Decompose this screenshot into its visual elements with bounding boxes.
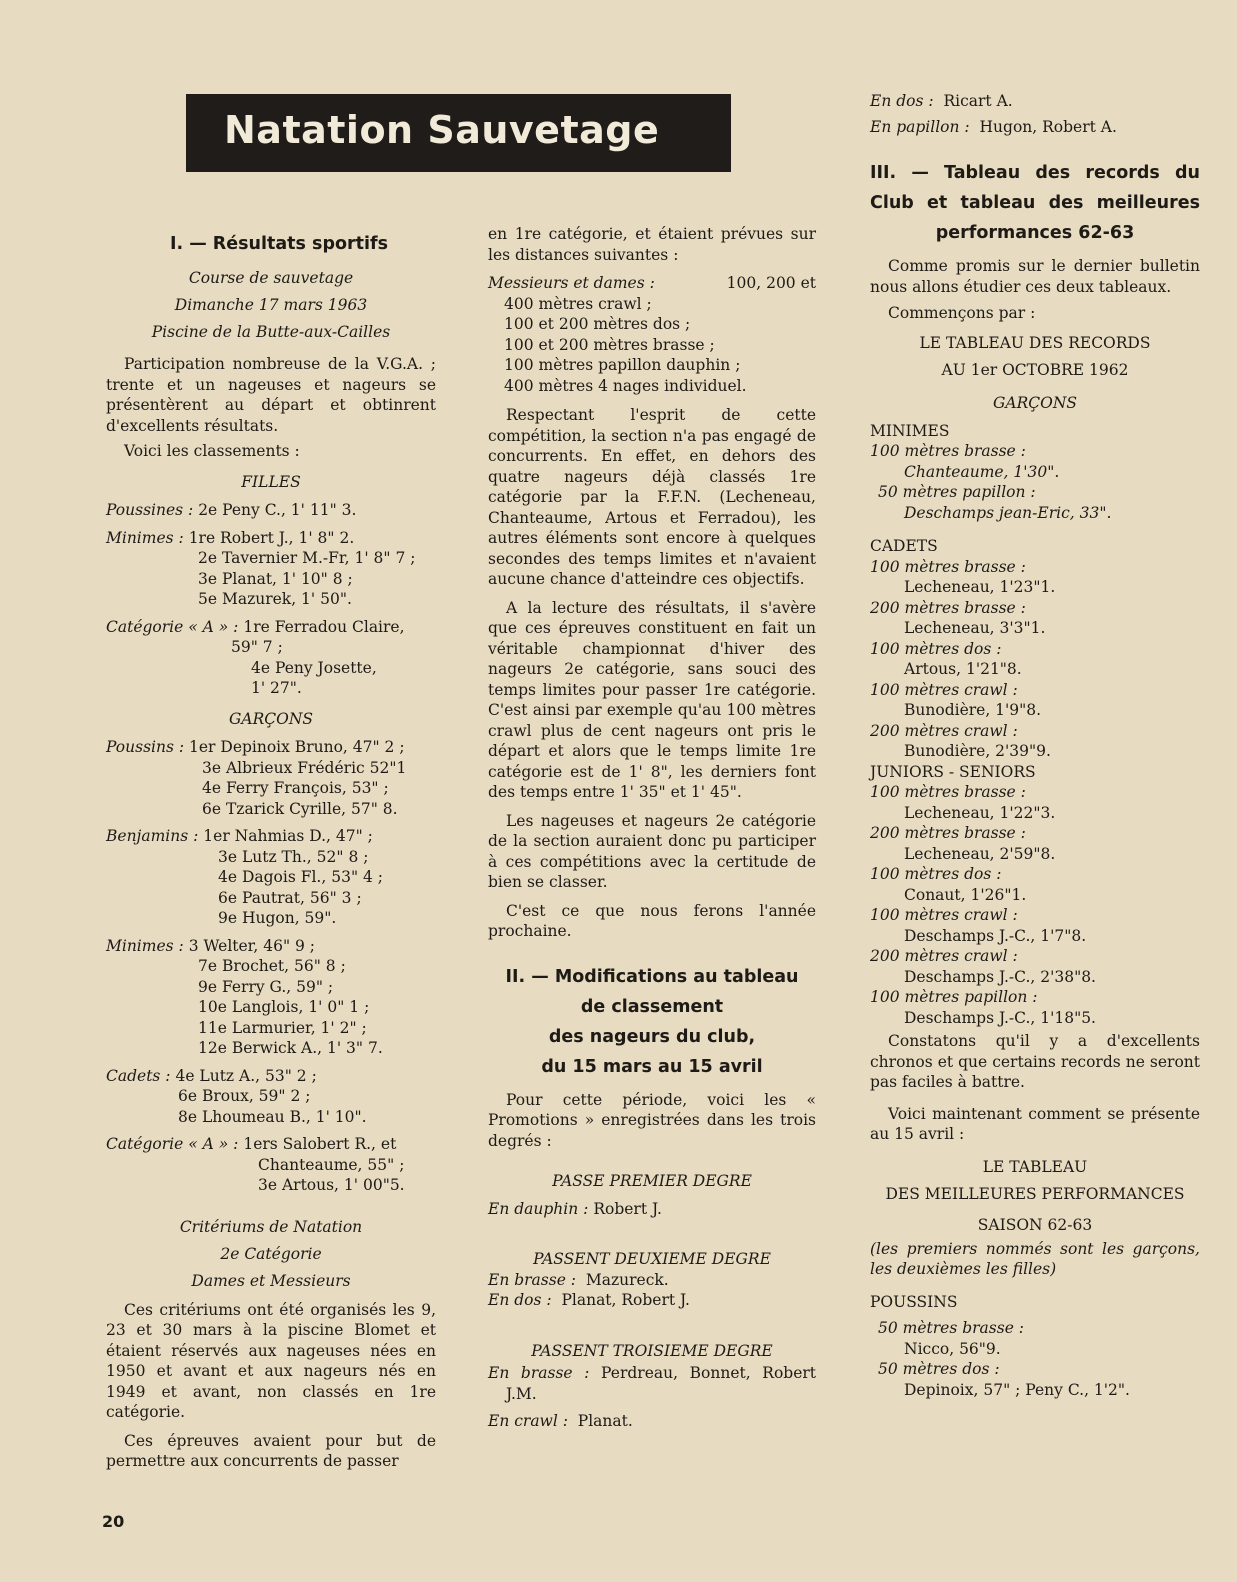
- record-holder: Depinoix, 57" ; Peny C., 1'2".: [904, 1380, 1130, 1399]
- promotion-value: Ricart A.: [943, 92, 1013, 110]
- record-holder: Deschamps J.-C., 1'18"5.: [904, 1008, 1096, 1027]
- page-title: Natation Sauvetage: [224, 108, 660, 152]
- column-3: [870, 88, 1200, 1400]
- record-event: 50 mètres dos :: [878, 1360, 1000, 1378]
- record-event: 100 mètres brasse :: [870, 557, 1026, 576]
- result-line: 9e Ferry G., 59" ;: [198, 977, 334, 996]
- record-item: [870, 721, 1200, 762]
- age-group: POUSSINS: [870, 1292, 958, 1311]
- record-event: 100 mètres crawl :: [870, 680, 1018, 699]
- degree-heading: PASSENT DEUXIEME DEGRE: [533, 1250, 771, 1268]
- record-item: [870, 441, 1200, 482]
- result-label: Cadets :: [106, 1066, 171, 1085]
- column-1: [106, 229, 436, 1472]
- table-title: AU 1er OCTOBRE 1962: [941, 360, 1129, 379]
- table-note: (les premiers nommés sont les garçons, les deuxièmes les filles): [870, 1239, 1200, 1278]
- result-line: 3e Lutz Th., 52" 8 ;: [218, 847, 369, 866]
- result-line: 10e Langlois, 1' 0" 1 ;: [198, 998, 370, 1016]
- section-heading-3: [870, 158, 1200, 248]
- result-line: 9e Hugon, 59".: [218, 909, 337, 927]
- record-holder: Deschamps J.-C., 2'38"8.: [904, 967, 1096, 986]
- record-item: [870, 557, 1200, 598]
- heading-line: II. — Modifications au tableau: [505, 966, 799, 987]
- record-holder: Artous, 1'21"8.: [904, 660, 1022, 678]
- degree-heading: PASSENT TROISIEME DEGRE: [531, 1341, 773, 1360]
- heading-line: des nageurs du club,: [548, 1026, 756, 1047]
- result-label: Minimes :: [106, 936, 184, 955]
- paragraph: A la lecture des résultats, il s'avère que ces épreuves constituent en fait un véritable championnat d'hiver des nageurs 2e catégorie, sans souci des temps limites pour passer 1re catégorie. C'est ainsi par exemple qu'au 100 mètres crawl plus de cent nageurs ont pris le départ et alors que le temps limite 1re catégorie est de 1' 8", les derniers font des temps entre 1' 35" et 1' 45".: [488, 598, 816, 801]
- result-line: 3e Planat, 1' 10" 8 ;: [198, 569, 353, 588]
- result-line: 7e Brochet, 56" 8 ;: [198, 957, 346, 975]
- result-line: 4e Peny Josette,: [251, 658, 377, 677]
- category-heading: GARÇONS: [229, 709, 313, 728]
- table-title: LE TABLEAU: [982, 1157, 1088, 1176]
- results-group: [106, 1134, 436, 1196]
- record-holder: Nicco, 56"9.: [904, 1339, 1001, 1358]
- result-line: 3 Welter, 46" 9 ;: [188, 936, 316, 955]
- subtitle: 2e Catégorie: [220, 1244, 322, 1263]
- section-heading-2: [488, 962, 816, 1082]
- table-title: DES MEILLEURES PERFORMANCES: [885, 1184, 1185, 1203]
- result-line: 4e Lutz A., 53" 2 ;: [175, 1066, 317, 1085]
- record-item: [870, 639, 1200, 680]
- promotion-line: [488, 1411, 816, 1432]
- promotion-line: [488, 1199, 816, 1220]
- table-title: SAISON 62-63: [977, 1215, 1093, 1234]
- paragraph: Ces épreuves avaient pour but de permettre aux concurrents de passer: [106, 1431, 436, 1470]
- result-line: 2e Peny C., 1' 11" 3.: [198, 501, 357, 519]
- list-label: Messieurs et dames :: [488, 274, 655, 292]
- record-holder: Bunodière, 2'39"9.: [904, 742, 1051, 760]
- result-line: 1ers Salobert R., et: [243, 1135, 397, 1153]
- paragraph: Les nageuses et nageurs 2e catégorie de la section auraient donc pu participer à ces compétitions avec la certitude de bien se classer.: [488, 811, 816, 891]
- subtitle: Piscine de la Butte-aux-Cailles: [151, 323, 391, 341]
- result-label: Catégorie « A » :: [106, 1135, 239, 1153]
- paragraph: Ces critériums ont été organisés les 9, 23 et 30 mars à la piscine Blomet et étaient réservés aux nageuses nées en 1950 et avant et aux nageurs nés en 1949 et avant, non classés en 1re catégorie.: [106, 1300, 436, 1421]
- result-line: 1re Robert J., 1' 8" 2.: [188, 528, 355, 547]
- result-line: 6e Tzarick Cyrille, 57" 8.: [202, 799, 398, 818]
- record-event: 200 mètres brasse :: [870, 598, 1026, 617]
- record-event: 100 mètres brasse :: [870, 442, 1026, 460]
- paragraph: Pour cette période, voici les « Promotions » enregistrées dans les trois degrés :: [488, 1090, 816, 1150]
- page-number: 20: [102, 1512, 125, 1531]
- result-line: 8e Lhoumeau B., 1' 10".: [178, 1107, 367, 1126]
- record-holder: Lecheneau, 1'22"3.: [904, 803, 1056, 822]
- record-event: 100 mètres dos :: [870, 865, 1002, 883]
- result-line: 5e Mazurek, 1' 50".: [198, 590, 352, 608]
- result-line: 59" 7 ;: [231, 638, 283, 656]
- record-event: 100 mètres dos :: [870, 639, 1002, 658]
- results-group: [106, 936, 436, 1059]
- promotion-label: En dos :: [488, 1291, 552, 1309]
- record-event: 100 mètres brasse :: [870, 783, 1026, 801]
- subtitle: Dimanche 17 mars 1963: [174, 296, 368, 314]
- age-group: JUNIORS - SENIORS: [870, 762, 1036, 781]
- results-group: [106, 528, 436, 610]
- promotion-value: Planat.: [577, 1412, 633, 1430]
- record-holder: Deschamps jean-Eric, 33".: [904, 503, 1112, 522]
- result-line: 12e Berwick A., 1' 3" 7.: [198, 1039, 383, 1057]
- promotion-value: Mazureck.: [585, 1270, 669, 1289]
- record-holder: Conaut, 1'26"1.: [904, 885, 1027, 904]
- result-line: 4e Dagois Fl., 53" 4 ;: [218, 868, 384, 886]
- table-title: LE TABLEAU DES RECORDS: [919, 333, 1151, 352]
- paragraph: Comme promis sur le dernier bulletin nous allons étudier ces deux tableaux.: [870, 257, 1200, 296]
- promotion-value: Planat, Robert J.: [561, 1291, 690, 1309]
- result-line: 3e Artous, 1' 00"5.: [258, 1176, 405, 1194]
- promotion-label: En brasse :: [488, 1364, 590, 1382]
- heading-line: de classement: [580, 996, 724, 1017]
- column-2: [488, 224, 816, 1432]
- result-label: Catégorie « A » :: [106, 617, 239, 636]
- degree-heading: PASSE PREMIER DEGRE: [552, 1172, 752, 1190]
- section-heading-1: I. — Résultats sportifs: [169, 234, 389, 254]
- result-line: 2e Tavernier M.-Fr, 1' 8" 7 ;: [198, 549, 416, 567]
- results-group: [106, 826, 436, 929]
- paragraph: Voici les classements :: [124, 442, 300, 460]
- record-holder: Deschamps J.-C., 1'7"8.: [904, 926, 1087, 945]
- promotion-label: En dauphin :: [488, 1199, 589, 1218]
- promotion-line: [870, 88, 1200, 114]
- record-item: [870, 598, 1200, 639]
- result-label: Poussines :: [106, 501, 194, 519]
- record-item: [870, 946, 1200, 987]
- list-item: 400 mètres crawl ;: [504, 294, 652, 313]
- result-line: 1er Nahmias D., 47" ;: [203, 827, 373, 845]
- paragraph: Voici maintenant comment se présente au 15 avril :: [870, 1104, 1200, 1143]
- promotion-line: [488, 1290, 816, 1311]
- result-label: Poussins :: [106, 738, 185, 756]
- record-item: [870, 987, 1200, 1028]
- paragraph: Participation nombreuse de la V.G.A. ; trente et un nageuses et nageurs se présentèrent au départ et obtinrent d'excellents résultats.: [106, 355, 436, 435]
- promotion-line: [488, 1363, 816, 1404]
- category-heading: FILLES: [241, 472, 301, 491]
- paragraph: Commençons par :: [888, 304, 1036, 322]
- promotion-line: [870, 114, 1200, 140]
- promotion-value: Hugon, Robert A.: [979, 118, 1117, 136]
- record-item: [870, 1359, 1200, 1400]
- paragraph: Constatons qu'il y a d'excellents chronos et que certains records ne seront pas faciles à battre.: [870, 1032, 1200, 1091]
- record-event: 100 mètres crawl :: [870, 906, 1018, 924]
- record-holder: Lecheneau, 1'23"1.: [904, 578, 1056, 596]
- promotion-value: Perdreau, Bonnet, Robert J.M.: [506, 1364, 817, 1403]
- record-item: [870, 782, 1200, 823]
- record-event: 50 mètres brasse :: [878, 1319, 1025, 1337]
- result-line: 1re Ferradou Claire,: [243, 617, 405, 636]
- heading-line: III. — Tableau des records du: [870, 163, 1200, 183]
- list-item: 100, 200 et: [726, 274, 816, 292]
- results-group: [106, 737, 436, 819]
- record-holder: Lecheneau, 2'59"8.: [904, 844, 1056, 863]
- record-item: [870, 823, 1200, 864]
- result-label: Benjamins :: [106, 827, 199, 845]
- age-group: MINIMES: [870, 421, 950, 440]
- record-item: [870, 680, 1200, 721]
- list-item: 100 et 200 mètres brasse ;: [504, 335, 715, 354]
- record-event: 50 mètres papillon :: [878, 483, 1036, 501]
- distance-list: [488, 273, 816, 396]
- subtitle: Dames et Messieurs: [191, 1271, 351, 1290]
- promotion-label: En papillon :: [870, 118, 970, 136]
- paragraph: Respectant l'esprit de cette compétition, la section n'a pas engagé de concurrents. En effet, en dehors des quatre nageurs déjà classés 1re catégorie par la F.F.N. (Lecheneau, Chanteaume, Artous et Ferradou), les autres éléments sont encore à quelques secondes des temps limites et n'avaient aucune chance d'atteindre ces objectifs.: [488, 406, 816, 588]
- result-line: 11e Larmurier, 1' 2" ;: [198, 1018, 367, 1037]
- record-holder: Chanteaume, 1'30".: [904, 462, 1060, 481]
- record-item: [870, 864, 1200, 905]
- result-line: 1er Depinoix Bruno, 47" 2 ;: [189, 738, 405, 756]
- list-item: 100 mètres papillon dauphin ;: [504, 356, 741, 374]
- result-line: 3e Albrieux Frédéric 52"1: [202, 758, 407, 777]
- record-event: 200 mètres crawl :: [870, 721, 1018, 740]
- results-group: [106, 1066, 436, 1128]
- record-event: 200 mètres brasse :: [870, 824, 1026, 842]
- category-heading: GARÇONS: [993, 393, 1077, 412]
- subtitle: Course de sauvetage: [188, 269, 354, 287]
- promotion-value: Robert J.: [593, 1199, 662, 1218]
- promotion-label: En crawl :: [488, 1412, 568, 1430]
- title-banner: [186, 94, 731, 172]
- results-group: [106, 500, 436, 521]
- list-item: 100 et 200 mètres dos ;: [504, 315, 691, 333]
- list-item: 400 mètres 4 nages individuel.: [504, 376, 747, 395]
- age-group: CADETS: [870, 537, 938, 555]
- record-event: 200 mètres crawl :: [870, 947, 1018, 965]
- promotion-label: En brasse :: [488, 1270, 577, 1289]
- record-item: [870, 1318, 1200, 1359]
- promotion-line: [488, 1270, 816, 1291]
- heading-line: Club et tableau des meilleures: [870, 193, 1200, 213]
- record-item: [870, 905, 1200, 946]
- record-event: 100 mètres papillon :: [870, 988, 1038, 1006]
- heading-line: du 15 mars au 15 avril: [541, 1056, 763, 1077]
- record-item: [870, 482, 1200, 523]
- result-line: 6e Broux, 59" 2 ;: [178, 1087, 311, 1105]
- result-line: 1' 27".: [251, 679, 302, 697]
- paragraph: en 1re catégorie, et étaient prévues sur les distances suivantes :: [488, 225, 816, 264]
- result-label: Minimes :: [106, 528, 184, 547]
- results-group: [106, 617, 436, 699]
- record-holder: Lecheneau, 3'3"1.: [904, 619, 1046, 637]
- record-holder: Bunodière, 1'9"8.: [904, 701, 1042, 719]
- heading-line: performances 62-63: [935, 223, 1135, 243]
- result-line: 4e Ferry François, 53" ;: [202, 779, 389, 797]
- result-line: Chanteaume, 55" ;: [258, 1155, 405, 1174]
- promotion-label: En dos :: [870, 92, 934, 110]
- paragraph: C'est ce que nous ferons l'année prochaine.: [488, 901, 816, 940]
- result-line: 6e Pautrat, 56" 3 ;: [218, 888, 362, 907]
- subtitle: Critériums de Natation: [179, 1217, 363, 1236]
